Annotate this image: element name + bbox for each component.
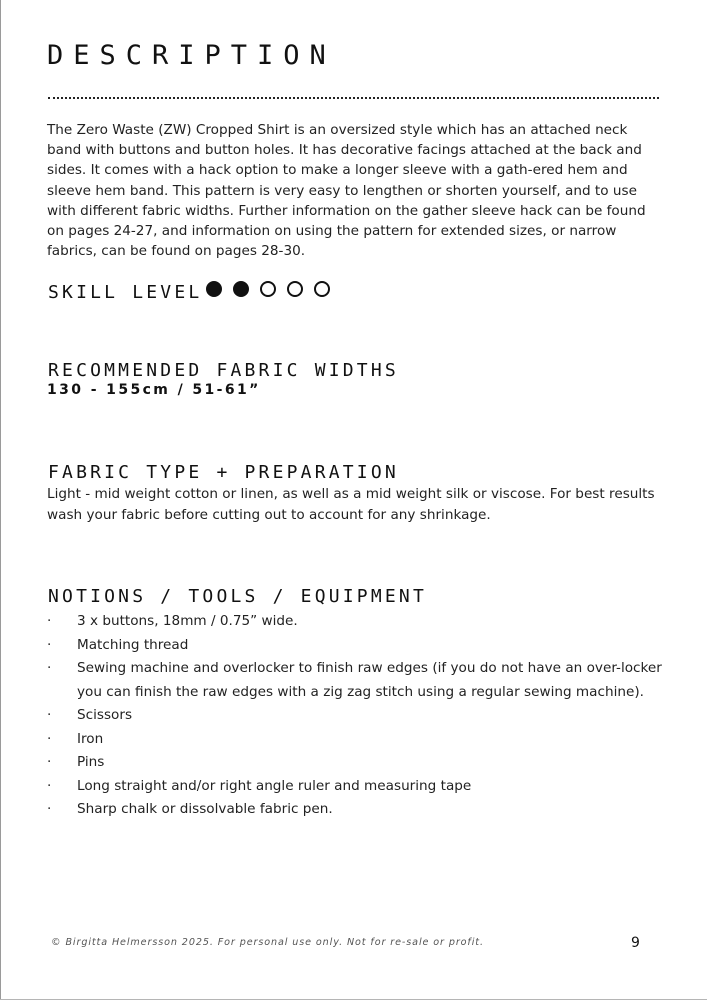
skill-dot-3 xyxy=(260,281,276,297)
bullet-mark: · xyxy=(47,707,52,723)
list-item-text: Scissors xyxy=(77,707,133,723)
list-item xyxy=(47,751,662,775)
notions-heading: NOTIONS / TOOLS / EQUIPMENT xyxy=(48,586,427,607)
fabric-type-heading: FABRIC TYPE + PREPARATION xyxy=(48,462,399,483)
list-item xyxy=(47,610,662,634)
bullet-mark: · xyxy=(47,636,52,653)
list-item xyxy=(47,704,662,728)
copyright-note: © Birgitta Helmersson 2025. For personal use only. Not for re-sale or profit. xyxy=(51,937,484,948)
page-number: 9 xyxy=(631,935,640,951)
bullet-mark: · xyxy=(47,801,52,817)
bullet-mark: · xyxy=(47,730,52,747)
list-item xyxy=(47,798,662,822)
fabric-widths-heading: RECOMMENDED FABRIC WIDTHS xyxy=(48,360,399,381)
skill-level-label: SKILL LEVEL xyxy=(48,281,203,303)
list-item-text: Sewing machine and overlocker to finish raw edges (if you do not have an over-locker you can finish the raw edges with a zig zag stitch using a regular sewing machine). xyxy=(77,660,662,700)
list-item-text: Sharp chalk or dissolvable fabric pen. xyxy=(77,801,333,817)
notions-list xyxy=(47,610,662,822)
list-item-text: 3 x buttons, 18mm / 0.75” wide. xyxy=(77,613,298,629)
fabric-widths-value: 130 - 155cm / 51-61” xyxy=(47,382,261,398)
list-item-text: Long straight and/or right angle ruler and measuring tape xyxy=(77,777,472,794)
fabric-type-text: Light - mid weight cotton or linen, as well as a mid weight silk or viscose. For best results wash your fabric before cutting out to account for any shrinkage. xyxy=(47,486,655,523)
skill-dot-1 xyxy=(206,281,222,297)
list-item-text: Pins xyxy=(77,754,105,770)
list-item xyxy=(47,775,662,799)
list-item xyxy=(47,728,662,752)
dotted-divider xyxy=(48,97,659,99)
skill-dot-4 xyxy=(287,281,303,297)
bullet-mark: · xyxy=(47,777,52,794)
list-item xyxy=(47,634,662,658)
skill-dot-5 xyxy=(314,281,330,297)
bullet-mark: · xyxy=(47,613,52,629)
list-item-text: Matching thread xyxy=(77,636,189,653)
bullet-mark: · xyxy=(47,660,52,676)
list-item xyxy=(47,657,662,704)
skill-level xyxy=(48,276,341,302)
page-title: DESCRIPTION xyxy=(47,40,336,71)
skill-dot-2 xyxy=(233,281,249,297)
intro-paragraph: The Zero Waste (ZW) Cropped Shirt is an oversized style which has an attached neck band with buttons and button holes. It has decorative facings attached at the back and sides. It comes with a hack option to make a longer sleeve with a gath-ered hem and sleeve hem band. This pattern is very easy to lengthen or shorten yourself, and to use with different fabric widths. Further information on the gather sleeve hack can be found on pages 24-27, and information on using the pattern for extended sizes, or narrow fabrics, can be found on pages 28-30. xyxy=(47,122,646,260)
bullet-mark: · xyxy=(47,754,52,770)
list-item-text: Iron xyxy=(77,730,104,747)
page-left-edge xyxy=(0,0,1,1000)
